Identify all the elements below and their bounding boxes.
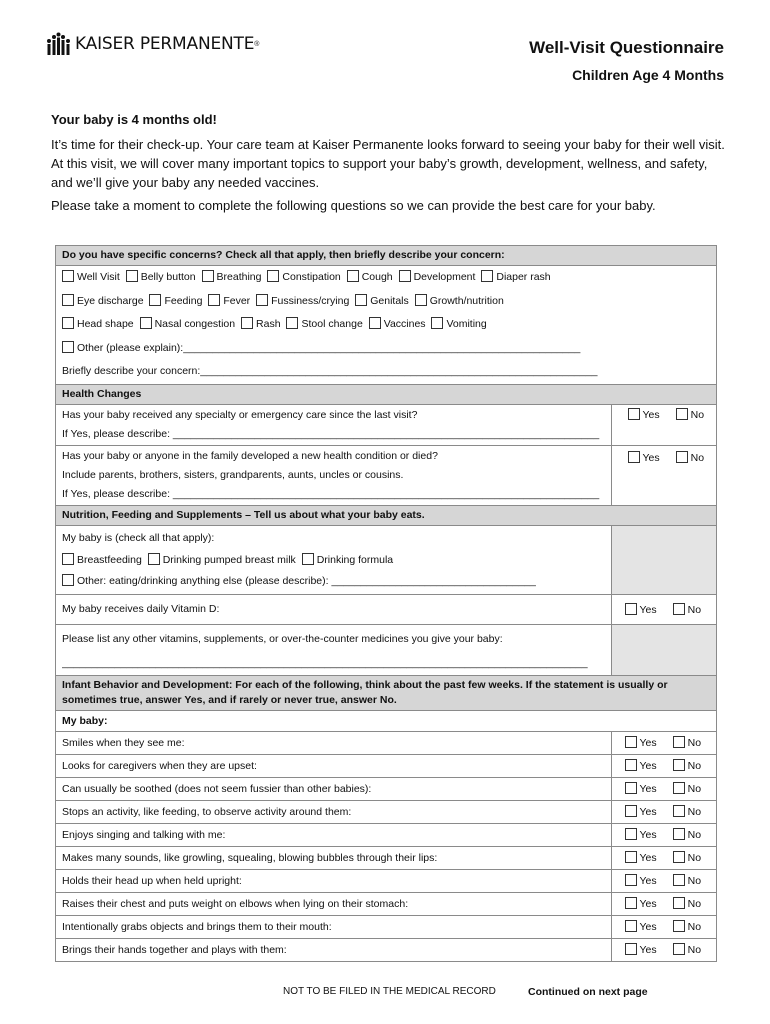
yes-checkbox[interactable] <box>625 782 637 794</box>
behavior-item: Raises their chest and puts weight on elbows when lying on their stomach: <box>56 893 612 916</box>
behavior-answer: Yes No <box>611 801 716 824</box>
page-subtitle: Children Age 4 Months <box>572 67 724 83</box>
checkbox[interactable] <box>286 317 298 329</box>
health-q2-describe-field[interactable]: If Yes, please describe: _________________________________________________________________________ <box>62 487 600 500</box>
checkbox[interactable] <box>369 317 381 329</box>
no-checkbox[interactable] <box>673 759 685 771</box>
concerns-options <box>56 266 717 385</box>
no-checkbox[interactable] <box>673 920 685 932</box>
no-checkbox[interactable] <box>673 782 685 794</box>
checkbox[interactable] <box>149 294 161 306</box>
vitamin-d-question: My baby receives daily Vitamin D: <box>56 595 612 625</box>
checkbox[interactable] <box>355 294 367 306</box>
health-q1-answer: Yes No <box>611 404 716 445</box>
logo-text: KAISER PERMANENTE <box>75 34 255 54</box>
no-checkbox[interactable] <box>673 943 685 955</box>
concerns-row-2: Eye discharge Feeding Fever Fussiness/crying Genitals Growth/nutrition <box>62 290 710 314</box>
checkbox[interactable] <box>140 317 152 329</box>
no-checkbox[interactable] <box>673 805 685 817</box>
questionnaire-table <box>55 245 717 962</box>
behavior-item: Can usually be soothed (does not seem fussier than other babies): <box>56 778 612 801</box>
no-checkbox[interactable] <box>673 897 685 909</box>
intro-section <box>51 110 731 219</box>
logo-registered-mark: ® <box>254 40 260 48</box>
nutrition-feeding: My baby is (check all that apply): Breastfeeding Drinking pumped breast milk Drinking formula Other: eating/drinking anything else (please describe): ___________________________________ <box>56 525 612 595</box>
health-q2-answer: Yes No <box>611 445 716 505</box>
no-checkbox[interactable] <box>676 451 688 463</box>
checkbox[interactable] <box>62 270 74 282</box>
no-checkbox[interactable] <box>676 408 688 420</box>
checkbox[interactable] <box>302 553 314 565</box>
behavior-header: Infant Behavior and Development: For each of the following, think about the past few weeks. If the statement is usually or sometimes true, answer Yes, and if rarely or never true, answer No. <box>56 676 717 711</box>
yes-checkbox[interactable] <box>625 943 637 955</box>
intro-heading: Your baby is 4 months old! <box>51 112 217 127</box>
behavior-item: Intentionally grabs objects and brings them to their mouth: <box>56 916 612 939</box>
checkbox[interactable] <box>148 553 160 565</box>
health-q1: Has your baby received any specialty or emergency care since the last visit? If Yes, please describe: _________________________________________________________________________ <box>56 404 612 445</box>
health-q2: Has your baby or anyone in the family developed a new health condition or died? Include parents, brothers, sisters, grandparents, aunts, uncles or cousins. If Yes, please describe: _________________________________________________________________________ <box>56 445 612 505</box>
yes-checkbox[interactable] <box>625 920 637 932</box>
no-checkbox[interactable] <box>673 874 685 886</box>
yes-checkbox[interactable] <box>625 759 637 771</box>
behavior-answer: Yes No <box>611 916 716 939</box>
no-checkbox[interactable] <box>673 603 685 615</box>
my-baby-label: My baby: <box>56 711 717 732</box>
behavior-item: Looks for caregivers when they are upset: <box>56 755 612 778</box>
other-feeding-field[interactable]: Other: eating/drinking anything else (please describe): ___________________________________ <box>77 575 536 587</box>
concerns-row-1: Well Visit Belly button Breathing Constipation Cough Development Diaper rash <box>62 266 710 290</box>
checkbox[interactable] <box>62 341 74 353</box>
behavior-answer: Yes No <box>611 732 716 755</box>
kaiser-logo <box>45 32 259 56</box>
behavior-answer: Yes No <box>611 755 716 778</box>
checkbox[interactable] <box>267 270 279 282</box>
continued-label: Continued on next page <box>528 986 648 998</box>
checkbox[interactable] <box>62 294 74 306</box>
checkbox[interactable] <box>62 574 74 586</box>
yes-checkbox[interactable] <box>628 451 640 463</box>
yes-checkbox[interactable] <box>628 408 640 420</box>
shaded-cell <box>611 525 716 595</box>
yes-checkbox[interactable] <box>625 874 637 886</box>
intro-instruction: Please take a moment to complete the following questions so we can provide the best care for your baby. <box>51 198 656 213</box>
behavior-item: Enjoys singing and talking with me: <box>56 824 612 847</box>
page-title: Well-Visit Questionnaire <box>529 38 724 57</box>
checkbox[interactable] <box>62 553 74 565</box>
yes-checkbox[interactable] <box>625 736 637 748</box>
checkbox[interactable] <box>399 270 411 282</box>
concerns-other <box>62 337 710 361</box>
checkbox[interactable] <box>62 317 74 329</box>
kaiser-figures-icon <box>45 32 71 56</box>
behavior-item: Holds their head up when held upright: <box>56 870 612 893</box>
behavior-answer: Yes No <box>611 824 716 847</box>
behavior-answer: Yes No <box>611 893 716 916</box>
no-checkbox[interactable] <box>673 851 685 863</box>
checkbox[interactable] <box>256 294 268 306</box>
nutrition-header: Nutrition, Feeding and Supplements – Tell us about what your baby eats. <box>56 505 717 525</box>
health-changes-header: Health Changes <box>56 384 717 404</box>
no-checkbox[interactable] <box>673 736 685 748</box>
checkbox[interactable] <box>347 270 359 282</box>
yes-checkbox[interactable] <box>625 603 637 615</box>
checkbox[interactable] <box>241 317 253 329</box>
checkbox[interactable] <box>481 270 493 282</box>
behavior-answer: Yes No <box>611 847 716 870</box>
vitamin-d-answer: Yes No <box>611 595 716 625</box>
intro-paragraph: It’s time for their check-up. Your care team at Kaiser Permanente looks forward to seeing your baby for their well visit. At this visit, we will cover many important topics to support your baby’s growth, development, wellness, and safety, and we’ll give your baby any needed vaccines. <box>51 137 725 190</box>
behavior-answer: Yes No <box>611 939 716 962</box>
yes-checkbox[interactable] <box>625 828 637 840</box>
supplements-question: Please list any other vitamins, supplements, or over-the-counter medicines you give your baby: __________________________________________________________________________________________ <box>56 625 612 676</box>
footer-notice: NOT TO BE FILED IN THE MEDICAL RECORD <box>283 986 496 997</box>
checkbox[interactable] <box>126 270 138 282</box>
behavior-answer: Yes No <box>611 778 716 801</box>
yes-checkbox[interactable] <box>625 851 637 863</box>
checkbox[interactable] <box>431 317 443 329</box>
concerns-header: Do you have specific concerns? Check all that apply, then briefly describe your concern: <box>56 246 717 266</box>
supplements-field[interactable]: __________________________________________________________________________________________ <box>62 657 588 669</box>
concerns-row-3: Head shape Nasal congestion Rash Stool change Vaccines Vomiting <box>62 313 710 337</box>
concern-description-field[interactable]: Briefly describe your concern:____________________________________________________________________ <box>62 365 598 377</box>
behavior-item: Makes many sounds, like growling, squealing, blowing bubbles through their lips: <box>56 847 612 870</box>
yes-checkbox[interactable] <box>625 805 637 817</box>
health-q1-describe-field[interactable]: If Yes, please describe: _________________________________________________________________________ <box>62 427 600 440</box>
behavior-item: Smiles when they see me: <box>56 732 612 755</box>
checkbox[interactable] <box>415 294 427 306</box>
behavior-item: Brings their hands together and plays with them: <box>56 939 612 962</box>
yes-checkbox[interactable] <box>625 897 637 909</box>
checkbox[interactable] <box>202 270 214 282</box>
behavior-item: Stops an activity, like feeding, to observe activity around them: <box>56 801 612 824</box>
checkbox[interactable] <box>208 294 220 306</box>
shaded-cell <box>611 625 716 676</box>
no-checkbox[interactable] <box>673 828 685 840</box>
behavior-answer: Yes No <box>611 870 716 893</box>
other-explain-field[interactable]: Other (please explain):____________________________________________________________________ <box>77 341 581 354</box>
